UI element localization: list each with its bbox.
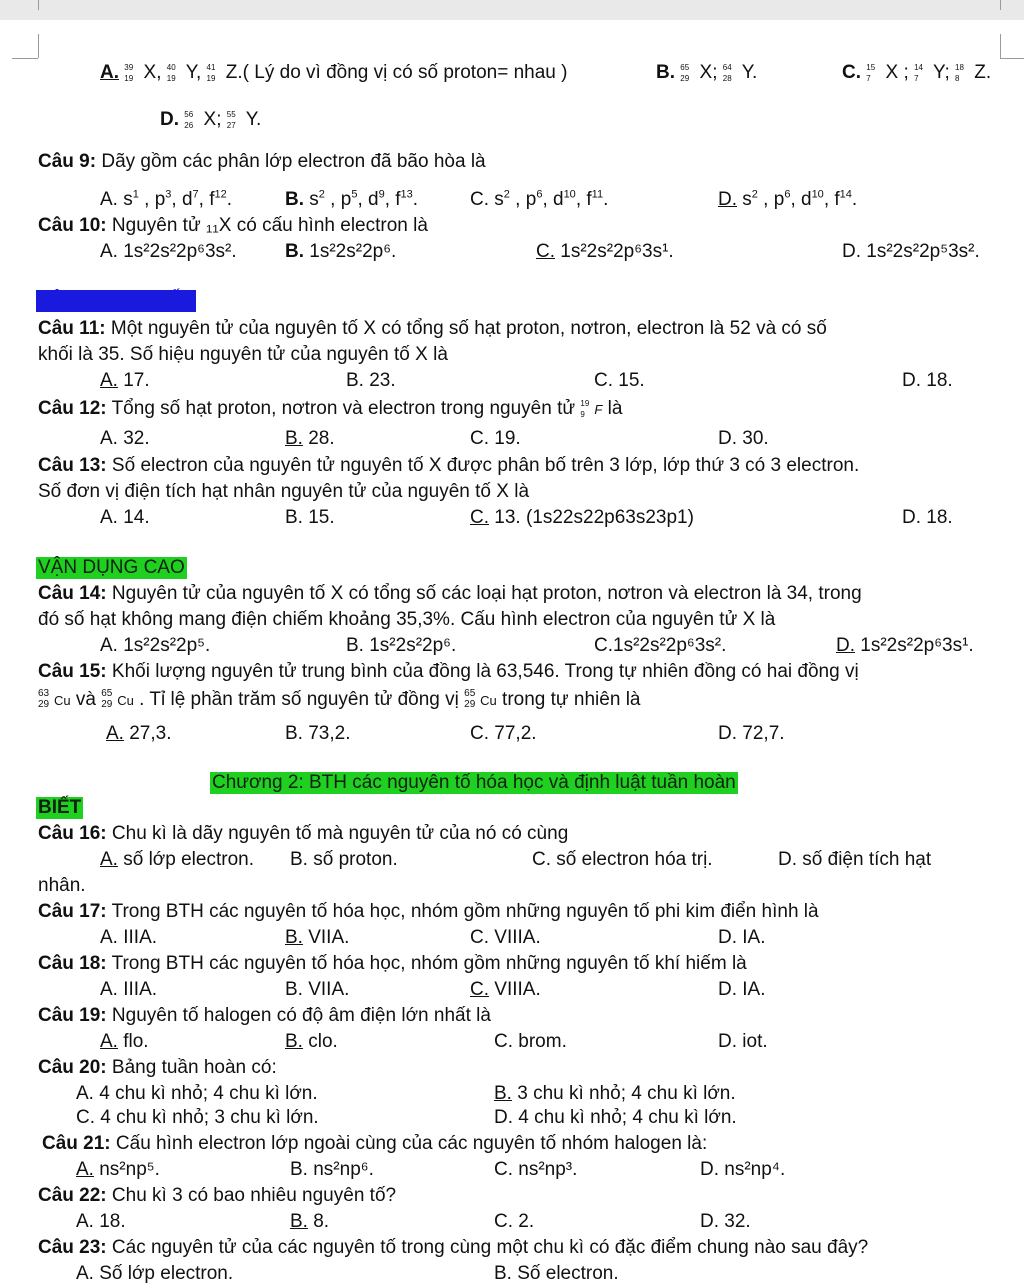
q11-option-c: C. 15. <box>594 370 645 391</box>
q12-stem: Câu 12: Tổng số hạt proton, nơtron và electron trong nguyên tử 19 9 F là <box>38 398 623 419</box>
q9-option-c: C. $s^2$ , $p^6$, $d^{10}$, $f^{11}$. <box>470 188 609 210</box>
q19-option-a: A. flo. <box>100 1031 149 1052</box>
q18-option-a: A. IIIA. <box>100 979 158 1000</box>
q15-stem-line1: Câu 15: Khối lượng nguyên tử trung bình của đồng là 63,546. Trong tự nhiên đồng có hai đồng vị <box>38 661 859 682</box>
q16-option-b: B. số proton. <box>290 849 398 870</box>
crop-mark-left-v <box>38 34 39 58</box>
chapter-2-title: Chương 2: BTH các nguyên tố hóa học và định luật tuần hoàn <box>212 772 736 793</box>
q14-option-a: A. 1s²2s²2p⁵. <box>100 635 211 656</box>
q11-stem-line1: Câu 11: Một nguyên tử của nguyên tố X có tổng số hạt proton, nơtron, electron là 52 và có số <box>38 318 827 339</box>
q15-option-d: D. 72,7. <box>718 723 785 744</box>
q21-stem: Câu 21: Cấu hình electron lớp ngoài cùng của các nguyên tố nhóm halogen là: <box>42 1133 708 1154</box>
q21-option-c: C. ns²np³. <box>494 1159 578 1180</box>
q22-option-a: A. 18. <box>76 1211 126 1232</box>
q16-stem: Câu 16: Chu kì là dãy nguyên tố mà nguyên tử của nó có cùng <box>38 823 569 844</box>
q10-option-a: A. 1s²2s²2p⁶3s². <box>100 241 237 262</box>
q18-option-d: D. IA. <box>718 979 766 1000</box>
q9-option-b: B. $s^2$ , $p^5$, $d^9$, $f^{13}$. <box>285 188 419 210</box>
q17-stem: Câu 17: Trong BTH các nguyên tố hóa học, nhóm gồm những nguyên tố phi kim điển hình là <box>38 901 819 922</box>
q17-option-c: C. VIIIA. <box>470 927 541 948</box>
q11-option-a: A. 17. <box>100 370 150 391</box>
q17-option-a: A. IIIA. <box>100 927 158 948</box>
q14-option-b: B. 1s²2s²2p⁶. <box>346 635 457 656</box>
q15-option-c: C. 77,2. <box>470 723 537 744</box>
q15-option-a: A. 27,3. <box>106 723 172 744</box>
q20-option-b: B. 3 chu kì nhỏ; 4 chu kì lớn. <box>494 1083 736 1104</box>
q8-option-d: D. 56 26 X; 55 27 Y. <box>160 109 262 130</box>
q14-stem-line1: Câu 14: Nguyên tử của nguyên tố X có tổng số các loại hạt proton, nơtron và electron là 34, trong <box>38 583 862 604</box>
q9-option-d: D. $s^2$ , $p^6$, $d^{10}$, $f^{14}$. <box>718 188 858 210</box>
q8-option-b: B. 65 29 X; 64 28 Y. <box>656 62 758 83</box>
q16-option-a: A. số lớp electron. <box>100 849 254 870</box>
q17-option-b: B. VIIA. <box>285 927 350 948</box>
q8-option-a: A. 39 19 X, 40 19 Y, 41 19 Z.( Lý do vì đồng vị có số proton= nhau ) <box>100 62 568 83</box>
q18-option-c: C. VIIIA. <box>470 979 541 1000</box>
q9-stem: Câu 9: Dãy gồm các phân lớp electron đã bão hòa là <box>38 151 486 172</box>
q22-option-b: B. 8. <box>290 1211 330 1232</box>
q10-option-b: B. 1s²2s²2p⁶. <box>285 241 397 262</box>
q12-option-a: A. 32. <box>100 428 150 449</box>
q19-option-b: B. clo. <box>285 1031 338 1052</box>
q11-option-d: D. 18. <box>902 370 953 391</box>
q13-option-b: B. 15. <box>285 507 335 528</box>
q9-option-a: A. $s^1$ , $p^3$, $d^7$, $f^{12}$. <box>100 188 233 210</box>
q13-stem-line2: Số đơn vị điện tích hạt nhân nguyên tử của nguyên tố X là <box>38 481 530 502</box>
q22-stem: Câu 22: Chu kì 3 có bao nhiêu nguyên tố? <box>38 1185 397 1206</box>
q12-option-c: C. 19. <box>470 428 521 449</box>
q16-option-d: D. số điện tích hạt <box>778 849 932 870</box>
section-van-dung-thap: VẬN DỤNG THẤP <box>38 290 194 311</box>
q19-stem: Câu 19: Nguyên tố halogen có độ âm điện lớn nhất là <box>38 1005 491 1026</box>
q18-stem: Câu 18: Trong BTH các nguyên tố hóa học, nhóm gồm những nguyên tố khí hiếm là <box>38 953 747 974</box>
q20-option-a: A. 4 chu kì nhỏ; 4 chu kì lớn. <box>76 1083 318 1104</box>
viewer-top-bar <box>0 0 1024 20</box>
section-biet: BIẾT <box>38 797 82 818</box>
q12-option-b: B. 28. <box>285 428 335 449</box>
crop-mark-left <box>12 58 38 59</box>
q20-stem: Câu 20: Bảng tuần hoàn có: <box>38 1057 277 1078</box>
q12-option-d: D. 30. <box>718 428 769 449</box>
crop-mark-right <box>1000 58 1024 59</box>
q11-option-b: B. 23. <box>346 370 396 391</box>
q19-option-d: D. iot. <box>718 1031 768 1052</box>
q23-option-a: A. Số lớp electron. <box>76 1263 234 1284</box>
q13-stem-line1: Câu 13: Số electron của nguyên tử nguyên tố X được phân bố trên 3 lớp, lớp thứ 3 có 3 electron. <box>38 455 860 476</box>
q13-option-d: D. 18. <box>902 507 953 528</box>
q19-option-c: C. brom. <box>494 1031 567 1052</box>
q13-option-a: A. 14. <box>100 507 150 528</box>
page-edge-right <box>1000 0 1001 10</box>
q14-option-d: D. 1s²2s²2p⁶3s¹. <box>836 635 974 656</box>
q8-option-c: C. 15 7 X ; 14 7 Y; 18 8 Z. <box>842 62 992 83</box>
q20-option-d: D. 4 chu kì nhỏ; 4 chu kì lớn. <box>494 1107 737 1128</box>
q11-stem-line2: khối là 35. Số hiệu nguyên tử của nguyên tố X là <box>38 344 448 365</box>
q15-option-b: B. 73,2. <box>285 723 351 744</box>
q10-option-c: C. 1s²2s²2p⁶3s¹. <box>536 241 674 262</box>
q14-stem-line2: đó số hạt không mang điện chiếm khoảng 35,3%. Cấu hình electron của nguyên tử X là <box>38 609 776 630</box>
q21-option-d: D. ns²np⁴. <box>700 1159 786 1180</box>
q21-option-b: B. ns²np⁶. <box>290 1159 374 1180</box>
q21-option-a: A. ns²np⁵. <box>76 1159 160 1180</box>
q20-option-c: C. 4 chu kì nhỏ; 3 chu kì lớn. <box>76 1107 319 1128</box>
q18-option-b: B. VIIA. <box>285 979 350 1000</box>
q15-stem-line2: 63 29 Cu và 65 29 Cu . Tỉ lệ phần trăm số nguyên tử đồng vị 65 29 Cu trong tự nhiên là <box>38 687 641 710</box>
crop-mark-right-v <box>1000 34 1001 58</box>
page-edge-left <box>38 0 39 10</box>
q23-stem: Câu 23: Các nguyên tử của các nguyên tố trong cùng một chu kì có đặc điểm chung nào sau đây? <box>38 1237 869 1258</box>
q17-option-d: D. IA. <box>718 927 766 948</box>
q13-option-c: C. 13. (1s22s22p63s23p1) <box>470 507 694 528</box>
section-van-dung-cao: VẬN DỤNG CAO <box>38 557 185 578</box>
q22-option-c: C. 2. <box>494 1211 535 1232</box>
q16-option-c: C. số electron hóa trị. <box>532 849 713 870</box>
q16-option-d-cont: nhân. <box>38 875 86 896</box>
q22-option-d: D. 32. <box>700 1211 751 1232</box>
q10-option-d: D. 1s²2s²2p⁵3s². <box>842 241 980 262</box>
q10-stem: Câu 10: Nguyên tử ₁₁X có cấu hình electron là <box>38 215 428 236</box>
q14-option-c: C.1s²2s²2p⁶3s². <box>594 635 727 656</box>
q23-option-b: B. Số electron. <box>494 1263 619 1284</box>
